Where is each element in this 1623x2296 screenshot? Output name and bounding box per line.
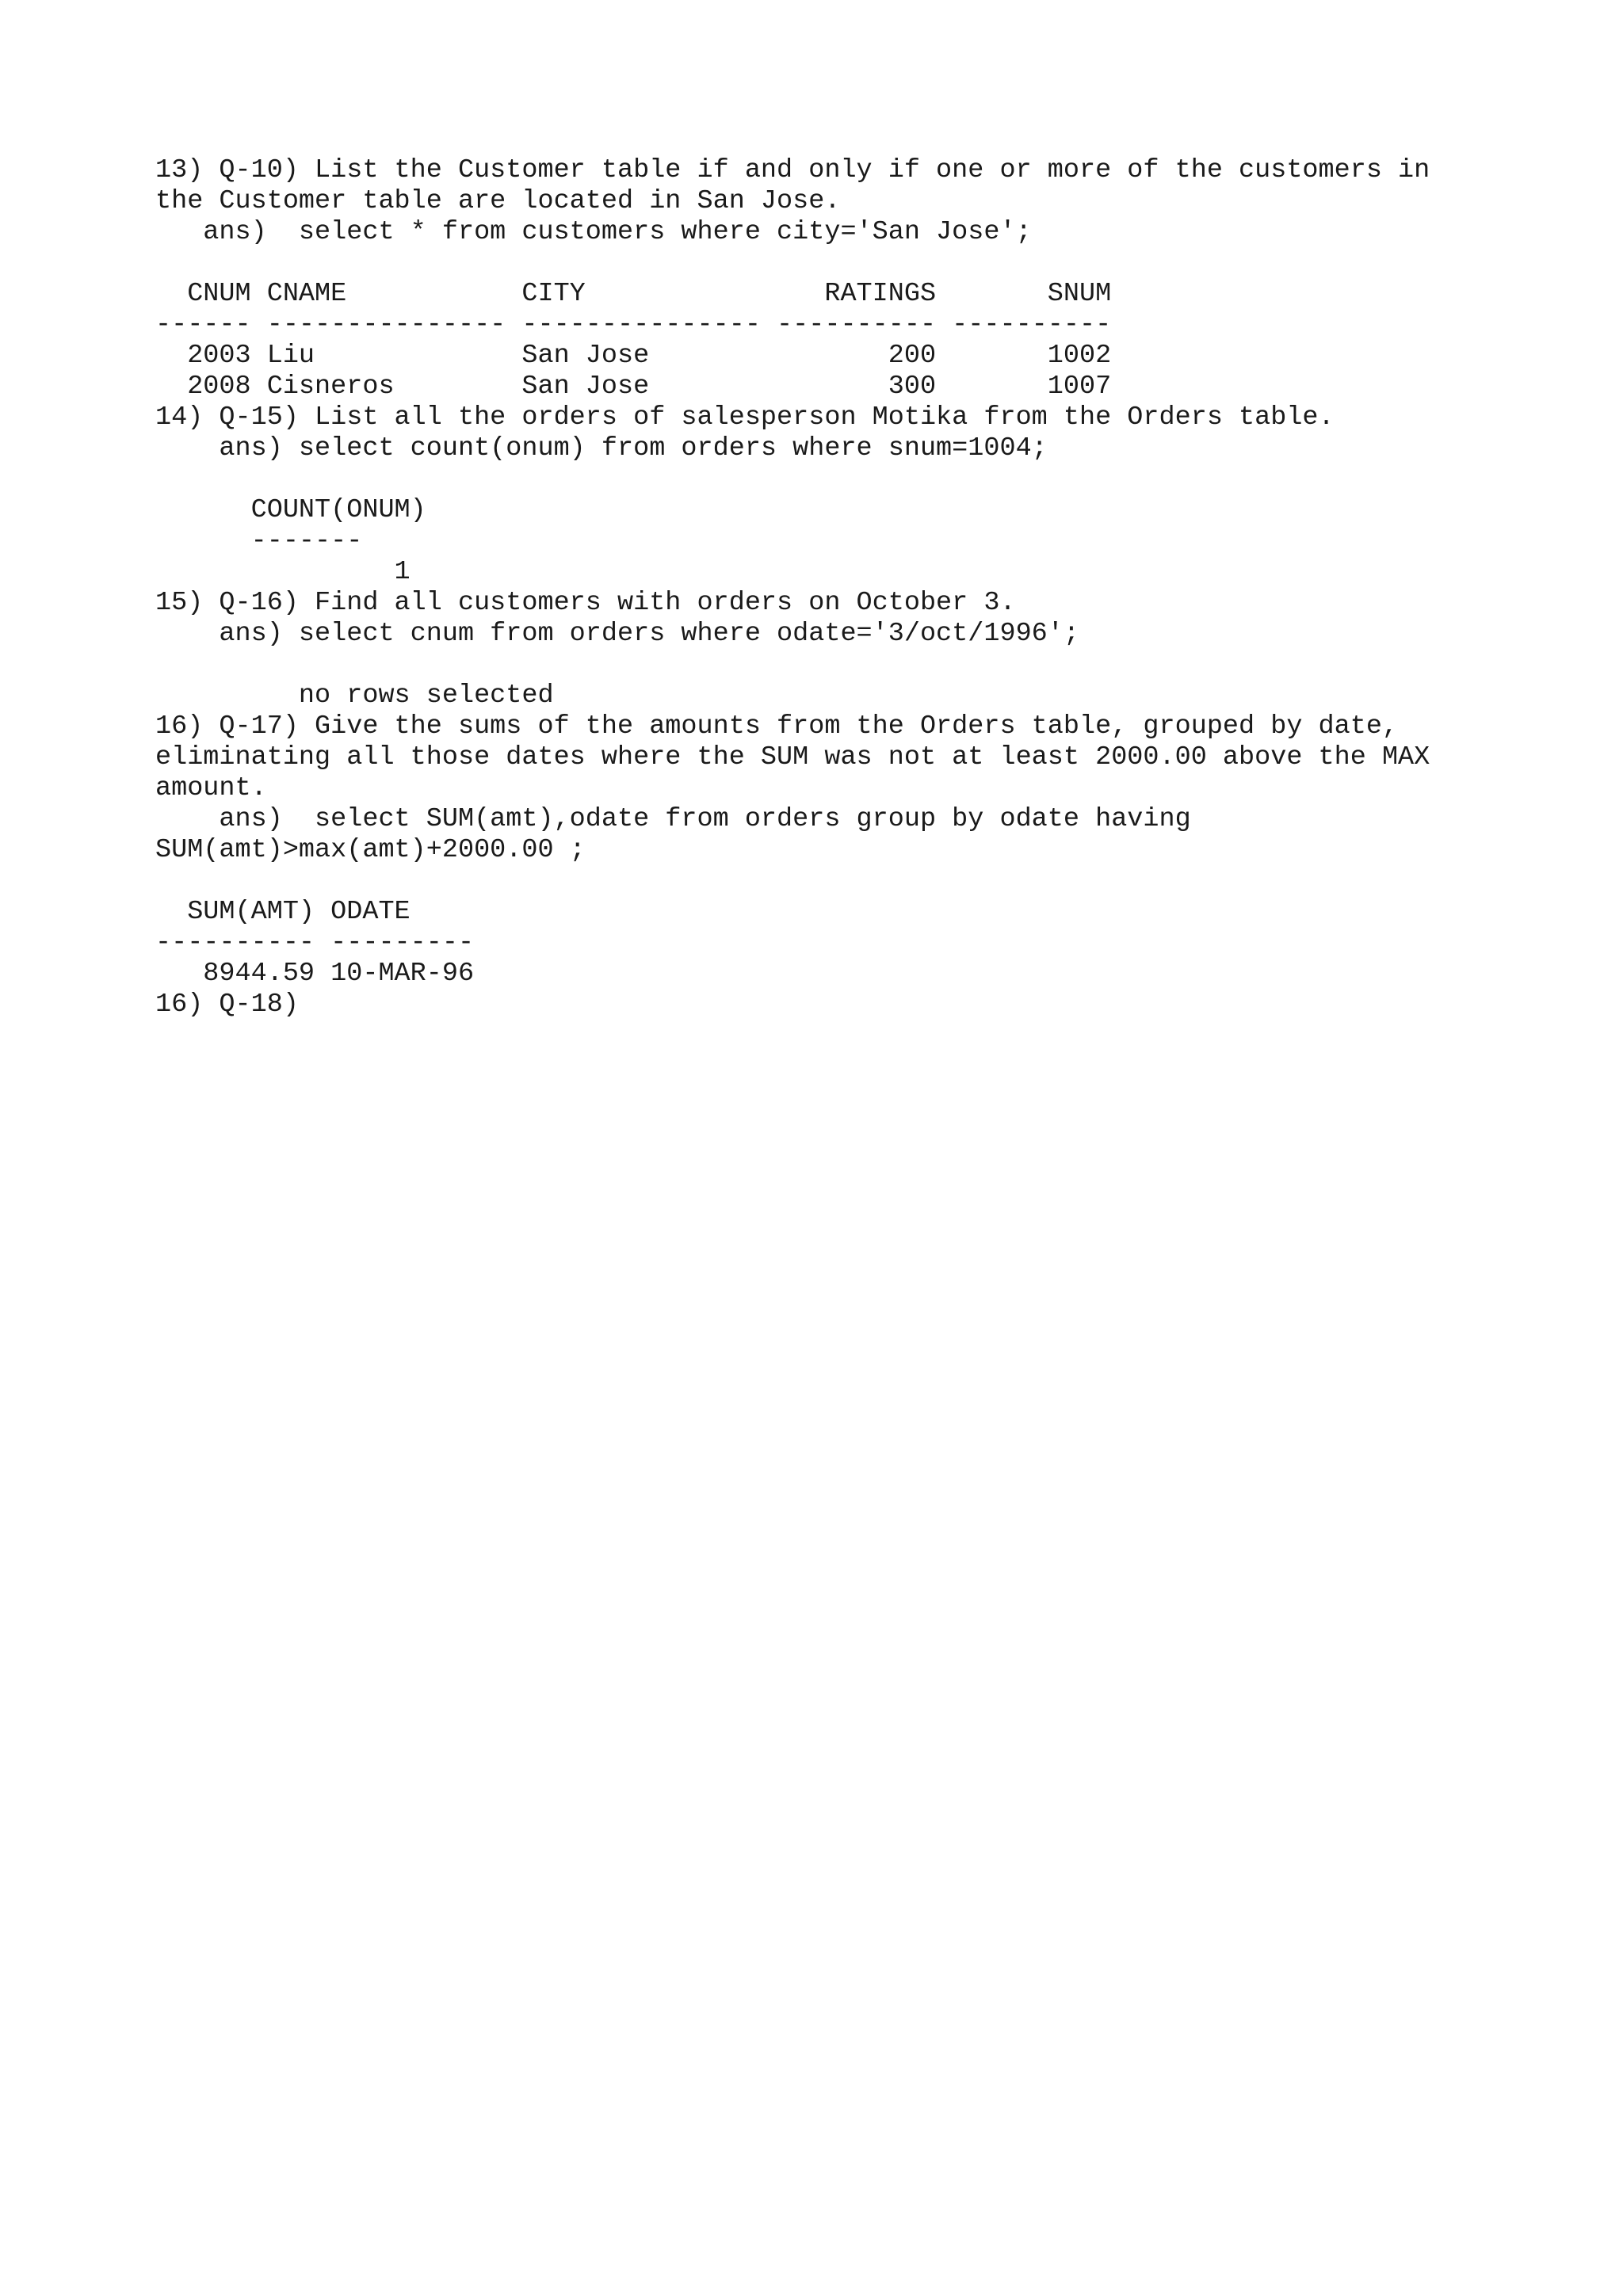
text-line: SUM(amt)>max(amt)+2000.00 ; <box>155 835 586 865</box>
text-line: 13) Q-10) List the Customer table if and only if one or more of the customers in <box>155 155 1430 185</box>
text-line: ans) select count(onum) from orders where snum=1004; <box>155 433 1048 463</box>
text-line <box>155 464 1582 495</box>
text-line: ------- <box>155 526 363 556</box>
text-line: 16) Q-18) <box>155 990 299 1020</box>
text-line: 15) Q-16) Find all customers with orders on October 3. <box>155 588 1016 618</box>
text-line <box>155 650 1582 681</box>
text-line: 14) Q-15) List all the orders of salesperson Motika from the Orders table. <box>155 402 1335 433</box>
text-line: 16) Q-17) Give the sums of the amounts from the Orders table, grouped by date, <box>155 711 1399 742</box>
text-line <box>155 248 1582 279</box>
text-line: 8944.59 10-MAR-96 <box>155 959 475 989</box>
text-line: eliminating all those dates where the SUM was not at least 2000.00 above the MAX <box>155 742 1430 772</box>
text-line: COUNT(ONUM) <box>155 495 426 525</box>
text-line: 2008 Cisneros San Jose 300 1007 <box>155 372 1112 402</box>
text-line: the Customer table are located in San Jose. <box>155 186 841 216</box>
text-line: CNUM CNAME CITY RATINGS SNUM <box>155 279 1112 309</box>
text-line: ans) select SUM(amt),odate from orders group by odate having <box>155 804 1191 834</box>
text-line: 2003 Liu San Jose 200 1002 <box>155 341 1112 371</box>
text-line: no rows selected <box>155 681 554 711</box>
text-line: ans) select cnum from orders where odate='3/oct/1996'; <box>155 619 1079 649</box>
text-line: ---------- --------- <box>155 928 475 958</box>
text-line: ans) select * from customers where city='San Jose'; <box>155 217 1032 247</box>
text-line: ------ --------------- --------------- ---------- ---------- <box>155 310 1112 340</box>
text-line: 1 <box>155 557 411 587</box>
text-line: SUM(AMT) ODATE <box>155 897 411 927</box>
text-line: amount. <box>155 773 267 803</box>
document-text <box>155 155 1582 1020</box>
text-line <box>155 866 1582 897</box>
